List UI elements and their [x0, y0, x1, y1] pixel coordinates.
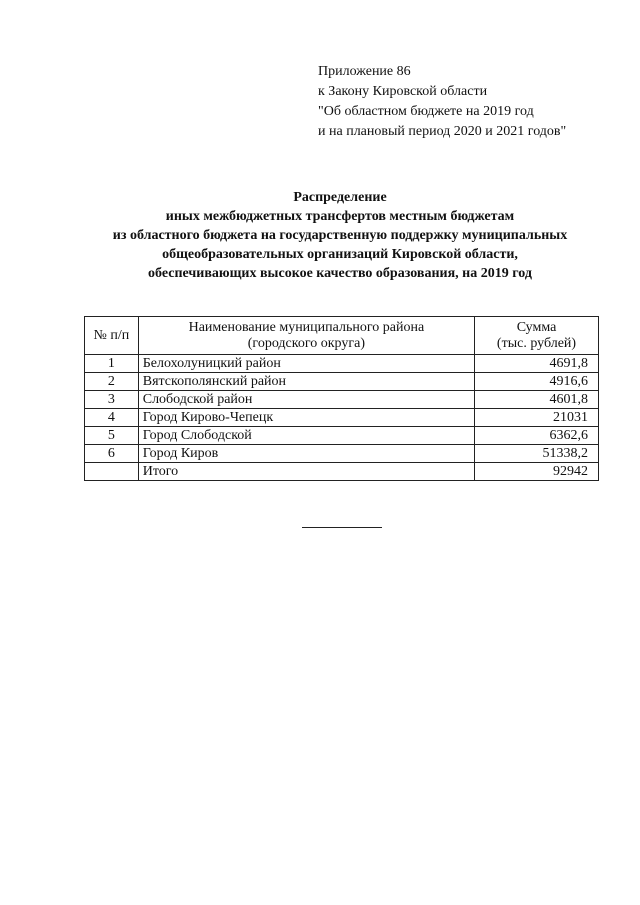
title-line: обеспечивающих высокое качество образования, на 2019 год	[148, 266, 532, 281]
row-name: Вятскополянский район	[138, 373, 474, 391]
appendix-line: к Закону Кировской области	[318, 84, 488, 99]
row-number: 5	[85, 427, 139, 445]
table-header-row	[85, 317, 599, 355]
row-name: Город Киров	[138, 445, 474, 463]
total-row	[85, 463, 599, 481]
row-name: Слободской район	[138, 391, 474, 409]
row-sum: 4601,8	[475, 391, 599, 409]
row-number: 6	[85, 445, 139, 463]
distribution-table	[84, 316, 599, 481]
table-row	[85, 391, 599, 409]
appendix-line: и на плановый период 2020 и 2021 годов"	[318, 124, 567, 139]
header-sum-line2: (тыс. рублей)	[496, 335, 577, 351]
table-row	[85, 445, 599, 463]
row-sum: 6362,6	[475, 427, 599, 445]
title-line: иных межбюджетных трансфертов местным бюджетам	[165, 209, 515, 224]
end-divider	[302, 527, 382, 528]
total-sum: 92942	[475, 463, 599, 481]
appendix-reference	[318, 62, 566, 142]
row-sum: 4691,8	[475, 355, 599, 373]
row-sum: 21031	[475, 409, 599, 427]
table-row	[85, 427, 599, 445]
total-number	[85, 463, 139, 481]
row-name: Город Кирово-Чепецк	[138, 409, 474, 427]
row-name: Город Слободской	[138, 427, 474, 445]
table-row	[85, 355, 599, 373]
table-row	[85, 373, 599, 391]
row-number: 2	[85, 373, 139, 391]
header-number: № п/п	[85, 317, 139, 355]
header-name-line2: (городского округа)	[247, 335, 365, 351]
row-number: 3	[85, 391, 139, 409]
title-line: общеобразовательных организаций Кировской области,	[162, 247, 518, 262]
header-sum	[475, 317, 599, 355]
row-name: Белохолуницкий район	[138, 355, 474, 373]
title-line: из областного бюджета на государственную поддержку муниципальных	[112, 228, 568, 243]
row-sum: 4916,6	[475, 373, 599, 391]
header-name	[138, 317, 474, 355]
row-sum: 51338,2	[475, 445, 599, 463]
document-title	[40, 188, 640, 283]
title-line: Распределение	[293, 190, 387, 205]
appendix-line: "Об областном бюджете на 2019 год	[318, 104, 534, 119]
table-row	[85, 409, 599, 427]
row-number: 4	[85, 409, 139, 427]
row-number: 1	[85, 355, 139, 373]
header-sum-line1: Сумма	[516, 319, 557, 335]
total-label: Итого	[138, 463, 474, 481]
header-name-line1: Наименование муниципального района	[188, 319, 425, 335]
appendix-line: Приложение 86	[318, 64, 411, 79]
